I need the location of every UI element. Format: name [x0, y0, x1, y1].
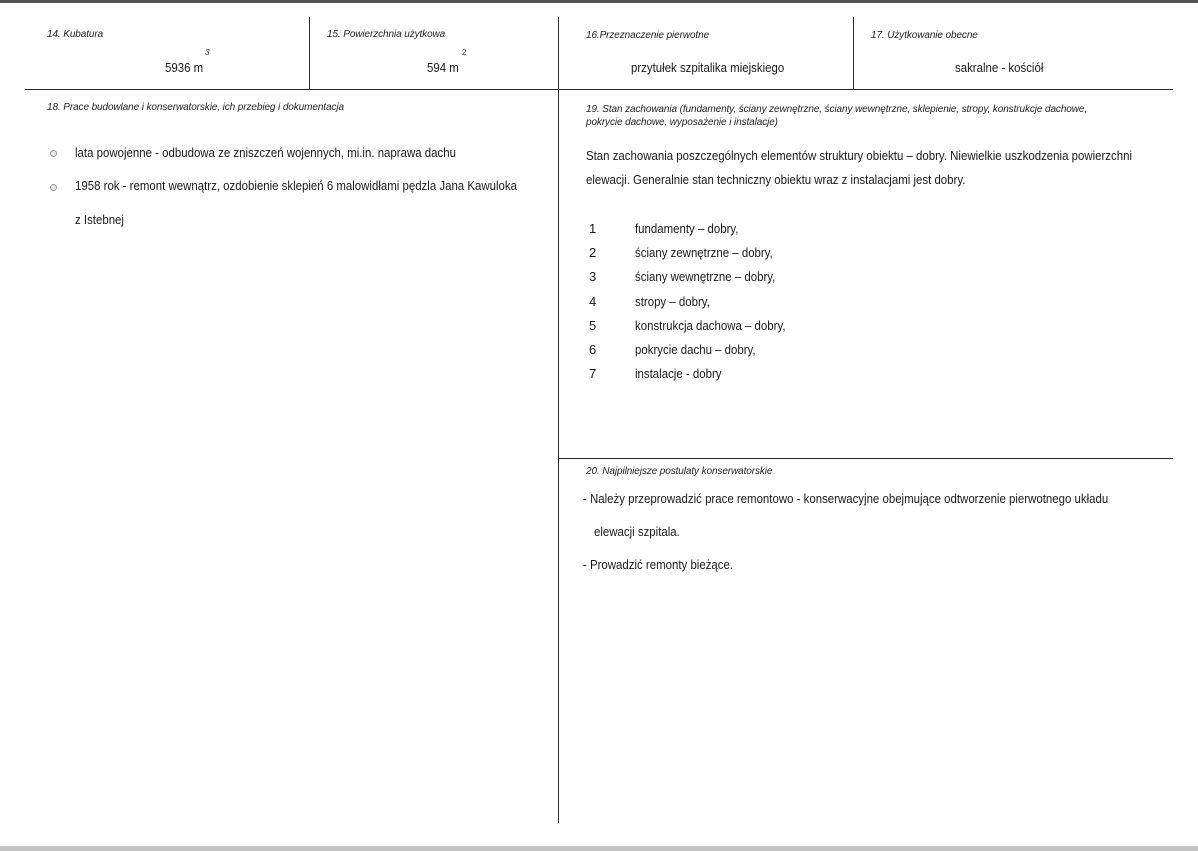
s20-line2: elewacji szpitala.	[594, 524, 680, 539]
powierzchnia-label: 15. Powierzchnia użytkowa	[327, 29, 446, 40]
s19-list-item: instalacje - dobry	[635, 366, 722, 381]
s20-line3: - Prowadzić remonty bieżące.	[583, 557, 734, 572]
kubatura-sup: 3	[205, 48, 210, 57]
divider-14-15	[309, 17, 310, 90]
s20-line1: - Należy przeprowadzić prace remontowo - konserwacyjne obejmujące odtworzenie pierwotnego układu	[583, 491, 1109, 506]
s19-list-num: 5	[589, 318, 597, 333]
s18-item-2-cont: z Istebnej	[75, 212, 124, 227]
s19-paragraph-line1: Stan zachowania poszczególnych elementów struktury obiektu – dobry. Niewielkie uszkodzenia powierzchni	[586, 148, 1133, 163]
powierzchnia-sup: 2	[462, 48, 467, 57]
przeznaczenie-value: przytułek szpitalika miejskiego	[631, 60, 785, 75]
s19-list-num: 3	[589, 269, 597, 284]
s19-list-item: konstrukcja dachowa – dobry,	[635, 318, 786, 333]
scan-top-edge	[0, 0, 1198, 3]
s19-list-num: 2	[589, 245, 597, 260]
kubatura-value: 5936 m	[165, 60, 204, 75]
bullet-icon	[50, 150, 57, 157]
s20-top-rule	[559, 458, 1173, 459]
s19-paragraph-line2: elewacji. Generalnie stan techniczny obiektu wraz z instalacjami jest dobry.	[586, 172, 966, 187]
s19-list-num: 4	[589, 294, 597, 309]
s19-list-item: pokrycie dachu – dobry,	[635, 342, 756, 357]
s19-list-item: fundamenty – dobry,	[635, 221, 739, 236]
bullet-icon	[50, 184, 57, 191]
divider-16-17	[853, 17, 854, 90]
kubatura-label: 14. Kubatura	[47, 29, 104, 40]
divider-main	[558, 17, 559, 823]
s19-label-line2: pokrycie dachowe, wyposażenie i instalacje)	[586, 117, 778, 128]
s20-label: 20. Najpilniejsze postulaty konserwatorskie	[586, 466, 773, 477]
s19-list-num: 6	[589, 342, 597, 357]
powierzchnia-value: 594 m	[427, 60, 459, 75]
uzytkowanie-label: 17. Użytkowanie obecne	[871, 30, 978, 41]
s19-list-item: ściany wewnętrzne – dobry,	[635, 269, 776, 284]
s18-item-1: lata powojenne - odbudowa ze zniszczeń wojennych, mi.in. naprawa dachu	[75, 145, 456, 160]
uzytkowanie-value: sakralne - kościół	[955, 60, 1044, 75]
header-bottom-rule	[25, 89, 1173, 90]
s19-list-item: stropy – dobry,	[635, 294, 710, 309]
s19-list-item: ściany zewnętrzne – dobry,	[635, 245, 773, 260]
s19-list-num: 1	[589, 221, 597, 236]
s19-list-num: 7	[589, 366, 597, 381]
scan-bottom-edge	[0, 846, 1198, 851]
przeznaczenie-label: 16.Przeznaczenie pierwotne	[586, 30, 710, 41]
s18-label: 18. Prace budowlane i konserwatorskie, ich przebieg i dokumentacja	[47, 102, 344, 113]
s18-item-2: 1958 rok - remont wewnątrz, ozdobienie sklepień 6 malowidłami pędzla Jana Kawuloka	[75, 178, 517, 193]
s19-label-line1: 19. Stan zachowania (fundamenty, ściany zewnętrzne, ściany wewnętrzne, sklepienie, stropy, konstrukcje dachowe,	[586, 104, 1088, 115]
